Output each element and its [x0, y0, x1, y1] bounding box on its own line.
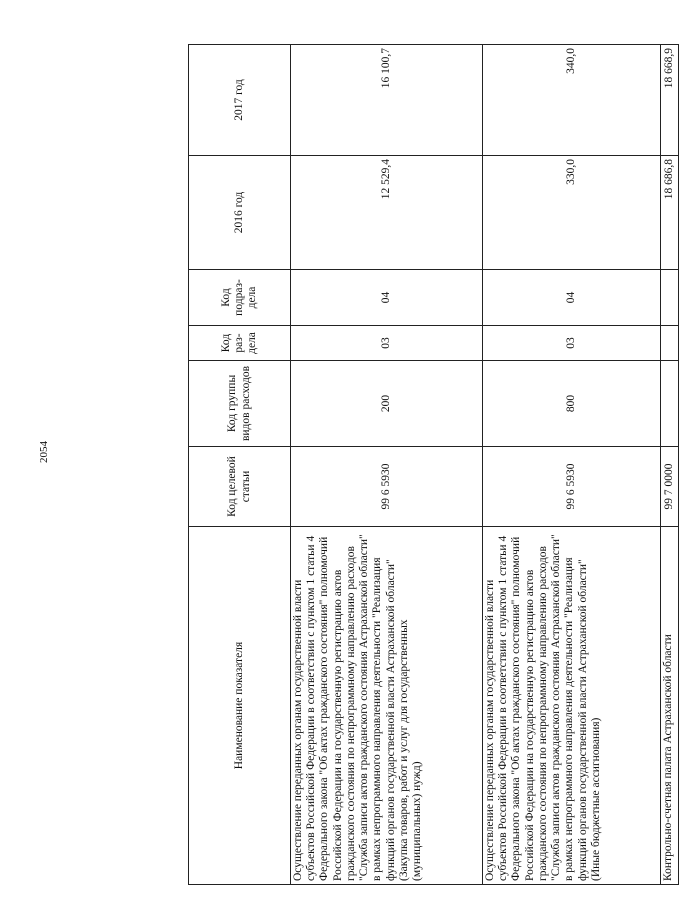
row-group-code	[661, 361, 679, 447]
row-value-2017: 18 668,9	[661, 45, 679, 156]
table-row	[661, 45, 679, 885]
row-subsection-code: 04	[291, 270, 483, 326]
row-subsection-code	[661, 270, 679, 326]
row-value-2016: 12 529,4	[291, 156, 483, 270]
row-target-code: 99 6 5930	[291, 447, 483, 527]
header-group-code: Код группы видов расходов	[189, 361, 291, 447]
row-target-code: 99 7 0000	[661, 447, 679, 527]
header-target-code: Код целевой статьи	[189, 447, 291, 527]
page-number: 2054	[38, 441, 50, 463]
row-value-2016: 330,0	[483, 156, 661, 270]
row-value-2016: 18 686,8	[661, 156, 679, 270]
header-2017: 2017 год	[189, 45, 291, 156]
rotated-page	[188, 20, 675, 885]
row-name: Осуществление переданных органам государственной власти субъектов Российской Федерации в соответствии с пунктом 1 статьи 4 Федерального закона "Об актах гражданского состояния" полномочий Российской Федерации на государственную регистрацию актов гражданского состояния по непрограммному направлению расходов "Служба записи актов гражданского состояния Астраханской области" в рамках непрограммного направления деятельности "Реализация функций органов государственной власти Астраханской области" (Закупка товаров, работ и услуг для государственных (муниципальных) нужд)	[291, 527, 483, 885]
row-target-code: 99 6 5930	[483, 447, 661, 527]
row-value-2017: 340,0	[483, 45, 661, 156]
row-name: Контрольно-счетная палата Астраханской области	[661, 527, 679, 885]
table-header-row	[189, 45, 291, 885]
row-section-code: 03	[291, 326, 483, 361]
budget-table	[188, 44, 679, 885]
row-name: Осуществление переданных органам государственной власти субъектов Российской Федерации в соответствии с пунктом 1 статьи 4 Федерального закона "Об актах гражданского состояния" полномочий Российской Федерации на государственную регистрацию актов гражданского состояния по непрограммному направлению расходов "Служба записи актов гражданского состояния Астраханской области" в рамках непрограммного направления деятельности "Реализация функций органов государственной власти Астраханской области" (Иные бюджетные ассигнования)	[483, 527, 661, 885]
row-group-code: 800	[483, 361, 661, 447]
table-row	[483, 45, 661, 885]
row-section-code	[661, 326, 679, 361]
row-subsection-code: 04	[483, 270, 661, 326]
header-subsection-code: Код подраз-дела	[189, 270, 291, 326]
table-row	[291, 45, 483, 885]
header-section-code: Код раз-дела	[189, 326, 291, 361]
row-section-code: 03	[483, 326, 661, 361]
row-group-code: 200	[291, 361, 483, 447]
row-value-2017: 16 100,7	[291, 45, 483, 156]
header-2016: 2016 год	[189, 156, 291, 270]
header-name: Наименование показателя	[189, 527, 291, 885]
